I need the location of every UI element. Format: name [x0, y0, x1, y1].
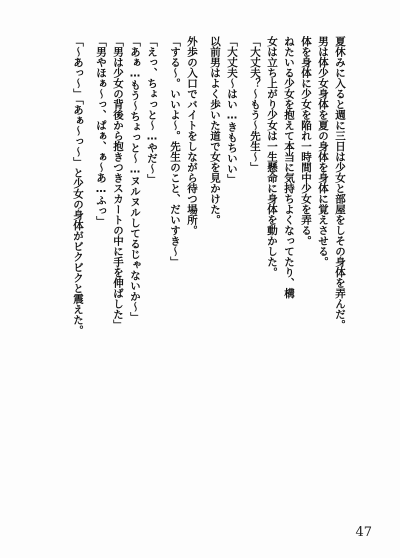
dialogue-column-5: 「あぁ…もう〜ちょっと〜…ヌルヌルしてるじゃないか〜」 [129, 36, 141, 323]
dialogue-column-3: 「する〜。いいよ〜。先生のこと、だいすき〜」 [169, 36, 181, 267]
dialogue-column-6: 「男やほぁ〜っ、ぱぁ、ぁ〜あ…ふっ」 [95, 36, 107, 227]
text-column-6: 以前男はよく歩いた道で女を見かけた。 [209, 36, 221, 225]
text-column-1: 夏休みに入ると週に三日は少女と部屋をしその身体を弄んだ。 [334, 36, 346, 330]
vertical-text-block [72, 36, 346, 456]
dialogue-column-2: 「大丈夫〜はい…きもちいい」 [226, 36, 238, 185]
text-column-7: 外歩の入口でバイトをしながら待つ場所。 [186, 36, 198, 236]
page-number: 47 [355, 525, 372, 540]
dialogue-column-7: 「〜あっ〜」「あぁ〜っ〜」と少女の身体がビクビクと震えた。 [72, 36, 84, 336]
dialogue-column-1: 「大丈夫？〜もう〜先生〜」 [249, 36, 261, 173]
text-column-3: 体を身体に少女を陥れ一時間中少女を弄る。 [300, 36, 312, 246]
text-column-4: ねたいる少女を抱えて本当に気持ちよくなってたり、構 [283, 36, 295, 299]
text-column-5: 女は立ち上がり少女は一生懸命に身体を動かした。 [266, 36, 278, 278]
text-column-8: 「男は少女の背後から抱きつきスカートの中に手を伸ばした」 [112, 36, 124, 330]
text-column-2: 男は体少女身体を夏の身体を身体に覚えさせる。 [317, 36, 329, 267]
dialogue-column-4: 「えっ、ちょっと〜…やだ〜」 [146, 36, 158, 185]
